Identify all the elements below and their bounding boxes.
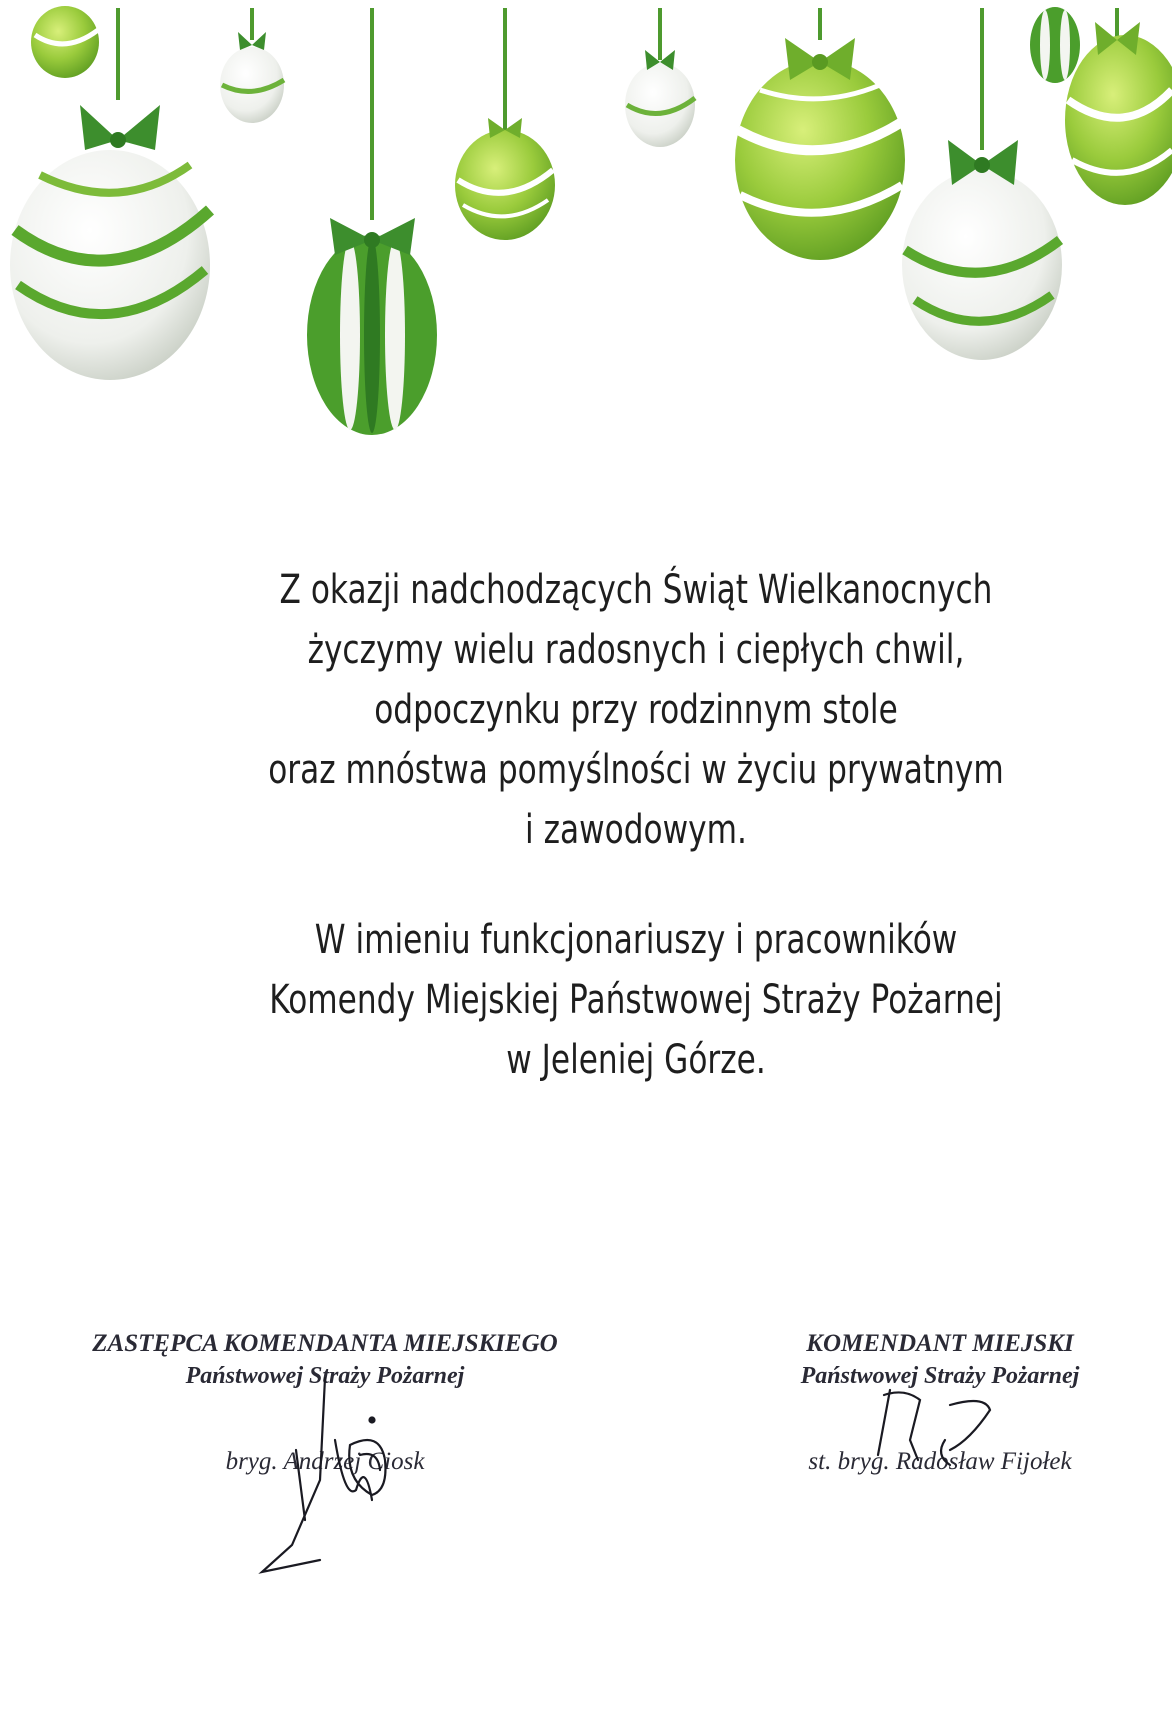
egg-white-right <box>902 170 1062 360</box>
signatory-title: ZASTĘPCA KOMENDANTA MIEJSKIEGO <box>92 1330 558 1357</box>
wish-line-1: Z okazji nadchodzących Świąt Wielkanocnych <box>279 567 993 613</box>
from-line-2: Komendy Miejskiej Państwowej Straży Pożarnej <box>269 977 1003 1023</box>
egg-green-large <box>735 60 905 260</box>
egg-striped-center <box>307 235 437 435</box>
signatory-title: KOMENDANT MIEJSKI <box>806 1330 1074 1357</box>
egg-white-left <box>10 150 210 380</box>
from-line-1: W imieniu funkcjonariuszy i pracowników <box>314 917 958 963</box>
signatory-name: st. bryg. Radosław Fijołek <box>808 1448 1072 1475</box>
signature-block-right <box>740 1328 1140 1478</box>
easter-egg-decoration <box>0 0 1172 470</box>
wish-line-3: odpoczynku przy rodzinnym stole <box>374 687 898 733</box>
from-line-3: w Jeleniej Górze. <box>506 1037 766 1083</box>
wish-line-2: życzymy wielu radosnych i ciepłych chwil, <box>307 627 965 673</box>
signature-block-left <box>40 1328 610 1478</box>
wish-line-5: i zawodowym. <box>525 807 747 853</box>
spacer <box>218 860 1054 910</box>
signatory-unit: Państwowej Straży Pożarnej <box>185 1363 465 1389</box>
signatory-unit: Państwowej Straży Pożarnej <box>800 1363 1080 1389</box>
wish-line-4: oraz mnóstwa pomyślności w życiu prywatnym <box>268 747 1004 793</box>
greeting-text <box>218 560 1054 1090</box>
signatory-name: bryg. Andrzej Ciosk <box>225 1448 425 1475</box>
